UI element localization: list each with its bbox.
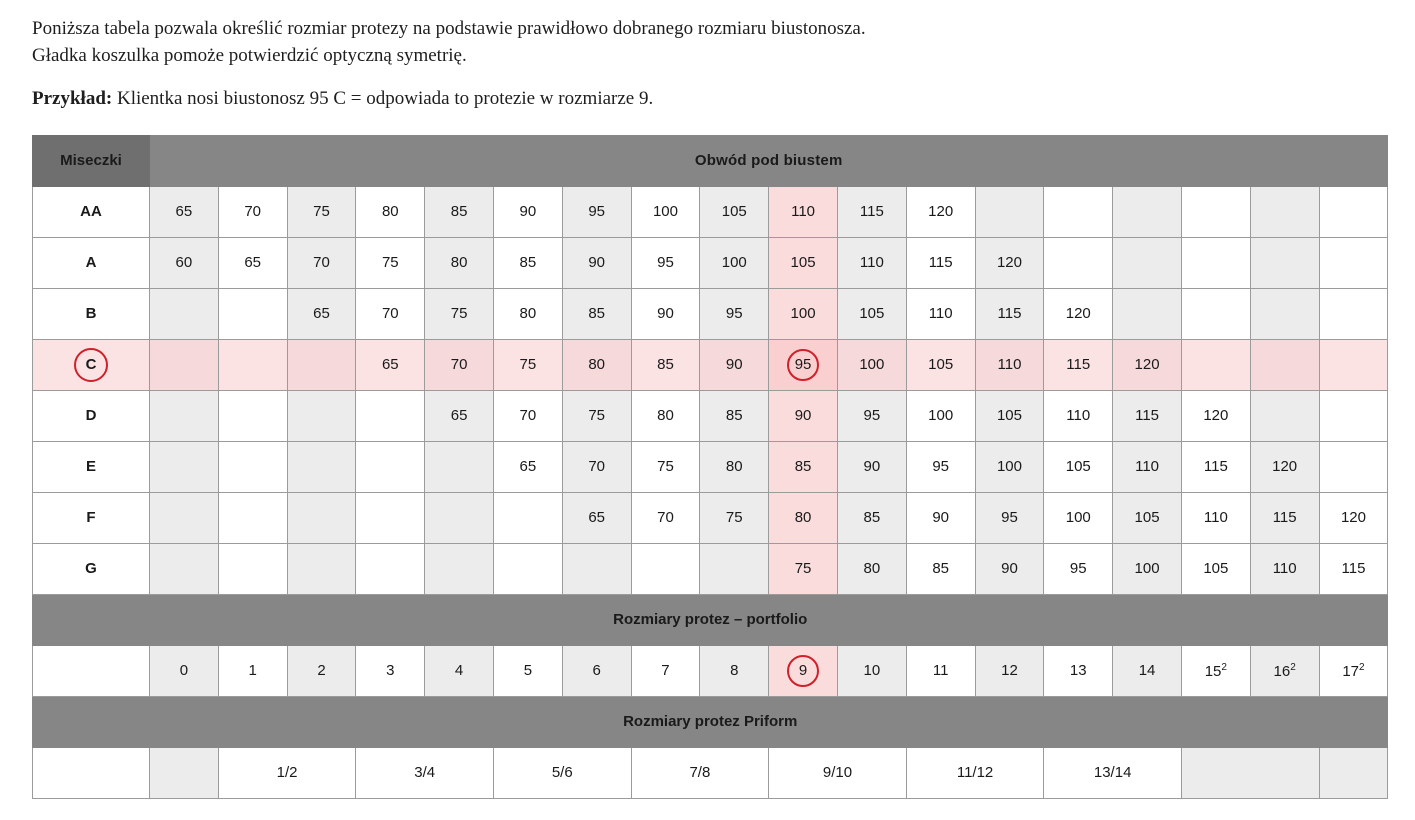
cup-label: B xyxy=(33,288,150,339)
size-cell: 100 xyxy=(975,441,1044,492)
portfolio-size-cell: 5 xyxy=(493,645,562,696)
size-cell: 115 xyxy=(837,186,906,237)
size-cell: 95 xyxy=(906,441,975,492)
size-cell: 100 xyxy=(769,288,838,339)
portfolio-size-cell: 11 xyxy=(906,645,975,696)
size-cell xyxy=(356,390,425,441)
size-cell: 85 xyxy=(769,441,838,492)
size-cell: 75 xyxy=(562,390,631,441)
portfolio-row-label xyxy=(33,645,150,696)
portfolio-size-cell: 3 xyxy=(356,645,425,696)
portfolio-size-cell: $15^2$ xyxy=(1181,645,1250,696)
priform-size-cell: 11/12 xyxy=(906,747,1044,798)
size-cell xyxy=(425,492,494,543)
size-cell xyxy=(218,492,287,543)
size-cell xyxy=(1044,186,1113,237)
size-cell: 120 xyxy=(906,186,975,237)
size-cell xyxy=(1319,186,1388,237)
size-cell: 65 xyxy=(150,186,219,237)
portfolio-size-cell: 0 xyxy=(150,645,219,696)
size-cell xyxy=(218,339,287,390)
size-cell xyxy=(1181,186,1250,237)
table-row xyxy=(33,288,1388,339)
size-cell: 95 xyxy=(700,288,769,339)
size-cell: 95 xyxy=(769,339,838,390)
size-cell xyxy=(287,492,356,543)
size-cell: 70 xyxy=(425,339,494,390)
priform-sizes-row xyxy=(33,747,1388,798)
portfolio-size-cell: 8 xyxy=(700,645,769,696)
size-cell: 80 xyxy=(769,492,838,543)
size-cell xyxy=(150,339,219,390)
size-cell: 65 xyxy=(218,237,287,288)
example-label: Przykład: xyxy=(32,87,113,109)
size-cell: 100 xyxy=(1113,543,1182,594)
section-priform-row xyxy=(33,696,1388,747)
header-band-cell: Obwód pod biustem xyxy=(150,135,1388,186)
example-paragraph xyxy=(32,86,1383,113)
size-cell: 115 xyxy=(906,237,975,288)
size-cell xyxy=(1319,288,1388,339)
size-cell xyxy=(1319,339,1388,390)
size-cell: 80 xyxy=(700,441,769,492)
size-cell: 75 xyxy=(287,186,356,237)
size-cell xyxy=(1250,390,1319,441)
size-cell xyxy=(150,543,219,594)
size-cell: 110 xyxy=(906,288,975,339)
size-cell: 80 xyxy=(425,237,494,288)
size-cell: 110 xyxy=(769,186,838,237)
size-cell xyxy=(700,543,769,594)
size-cell: 110 xyxy=(1250,543,1319,594)
size-cell xyxy=(1113,186,1182,237)
size-cell xyxy=(218,288,287,339)
cup-label: D xyxy=(33,390,150,441)
size-cell xyxy=(425,543,494,594)
cup-label: F xyxy=(33,492,150,543)
size-cell: 110 xyxy=(1113,441,1182,492)
size-cell: 115 xyxy=(1113,390,1182,441)
portfolio-size-cell: 13 xyxy=(1044,645,1113,696)
size-cell: 90 xyxy=(769,390,838,441)
size-cell: 115 xyxy=(1181,441,1250,492)
priform-row-label xyxy=(33,747,150,798)
size-cell: 105 xyxy=(1044,441,1113,492)
size-cell: 65 xyxy=(287,288,356,339)
size-cell: 70 xyxy=(287,237,356,288)
size-cell: 105 xyxy=(1113,492,1182,543)
size-cell: 65 xyxy=(562,492,631,543)
cup-label: G xyxy=(33,543,150,594)
size-cell xyxy=(287,339,356,390)
size-cell: 75 xyxy=(425,288,494,339)
size-cell xyxy=(287,390,356,441)
section-portfolio-row xyxy=(33,594,1388,645)
portfolio-size-cell: 2 xyxy=(287,645,356,696)
table-row xyxy=(33,339,1388,390)
size-cell: 75 xyxy=(700,492,769,543)
size-cell: 120 xyxy=(1250,441,1319,492)
size-cell xyxy=(356,492,425,543)
intro-line-2: Gładka koszulka pomoże potwierdzić optyczną symetrię. xyxy=(32,44,467,66)
size-cell: 70 xyxy=(356,288,425,339)
size-cell xyxy=(562,543,631,594)
size-cell: 80 xyxy=(631,390,700,441)
size-cell: 90 xyxy=(906,492,975,543)
size-cell: 115 xyxy=(975,288,1044,339)
size-cell: 70 xyxy=(493,390,562,441)
size-cell xyxy=(150,441,219,492)
size-cell xyxy=(287,441,356,492)
size-cell xyxy=(1113,237,1182,288)
intro-line-1: Poniższa tabela pozwala określić rozmiar protezy na podstawie prawidłowo dobranego rozmiaru biustonosza. xyxy=(32,18,866,39)
table-row xyxy=(33,441,1388,492)
size-cell xyxy=(1044,237,1113,288)
size-cell: 95 xyxy=(837,390,906,441)
size-cell: 95 xyxy=(631,237,700,288)
size-cell xyxy=(150,492,219,543)
size-cell: 100 xyxy=(700,237,769,288)
portfolio-size-cell: 10 xyxy=(837,645,906,696)
example-text: Klientka nosi biustonosz 95 C = odpowiada to protezie w rozmiarze 9. xyxy=(116,87,654,109)
size-cell xyxy=(218,441,287,492)
size-cell: 95 xyxy=(975,492,1044,543)
table-header-row xyxy=(33,135,1388,186)
size-cell xyxy=(631,543,700,594)
size-cell xyxy=(356,441,425,492)
size-cell: 60 xyxy=(150,237,219,288)
size-cell: 80 xyxy=(493,288,562,339)
size-cell: 90 xyxy=(837,441,906,492)
size-cell xyxy=(1319,441,1388,492)
size-cell: 90 xyxy=(493,186,562,237)
priform-size-cell: 7/8 xyxy=(631,747,769,798)
size-cell: 85 xyxy=(631,339,700,390)
size-cell: 100 xyxy=(906,390,975,441)
size-cell: 70 xyxy=(562,441,631,492)
portfolio-size-cell: 4 xyxy=(425,645,494,696)
priform-size-cell: 5/6 xyxy=(493,747,631,798)
size-cell xyxy=(1319,237,1388,288)
size-cell xyxy=(287,543,356,594)
size-cell: 85 xyxy=(837,492,906,543)
size-cell: 110 xyxy=(1044,390,1113,441)
size-cell xyxy=(425,441,494,492)
cup-label: C xyxy=(33,339,150,390)
size-cell: 115 xyxy=(1319,543,1388,594)
size-cell: 110 xyxy=(1181,492,1250,543)
size-cell: 65 xyxy=(425,390,494,441)
size-cell: 85 xyxy=(562,288,631,339)
size-cell: 95 xyxy=(562,186,631,237)
section-portfolio-label: Rozmiary protez – portfolio xyxy=(33,594,1388,645)
size-cell xyxy=(218,390,287,441)
size-cell: 70 xyxy=(631,492,700,543)
size-cell xyxy=(1181,237,1250,288)
size-cell: 120 xyxy=(1044,288,1113,339)
size-cell xyxy=(1181,288,1250,339)
size-cell: 120 xyxy=(1319,492,1388,543)
size-cell: 90 xyxy=(562,237,631,288)
size-cell: 120 xyxy=(1181,390,1250,441)
size-cell xyxy=(1250,186,1319,237)
size-cell: 90 xyxy=(975,543,1044,594)
size-cell xyxy=(1250,288,1319,339)
size-cell: 70 xyxy=(218,186,287,237)
size-cell: 110 xyxy=(975,339,1044,390)
size-cell xyxy=(1113,288,1182,339)
priform-size-cell: 1/2 xyxy=(218,747,356,798)
bra-to-prosthesis-size-table xyxy=(32,135,1388,799)
cup-label: AA xyxy=(33,186,150,237)
size-cell: 100 xyxy=(631,186,700,237)
size-cell xyxy=(150,288,219,339)
portfolio-size-cell: 1 xyxy=(218,645,287,696)
portfolio-sizes-row xyxy=(33,645,1388,696)
size-cell xyxy=(1181,339,1250,390)
portfolio-size-cell: $16^2$ xyxy=(1250,645,1319,696)
size-cell: 115 xyxy=(1250,492,1319,543)
size-cell xyxy=(1250,339,1319,390)
size-cell: 105 xyxy=(906,339,975,390)
portfolio-size-cell: 12 xyxy=(975,645,1044,696)
section-priform-label: Rozmiary protez Priform xyxy=(33,696,1388,747)
table-row xyxy=(33,543,1388,594)
size-cell: 100 xyxy=(1044,492,1113,543)
cup-label: A xyxy=(33,237,150,288)
size-cell xyxy=(218,543,287,594)
priform-size-cell: 13/14 xyxy=(1044,747,1182,798)
header-cup-cell: Miseczki xyxy=(33,135,150,186)
portfolio-size-cell: $17^2$ xyxy=(1319,645,1388,696)
priform-size-cell xyxy=(150,747,219,798)
size-cell: 75 xyxy=(493,339,562,390)
size-cell: 105 xyxy=(700,186,769,237)
portfolio-size-cell: 14 xyxy=(1113,645,1182,696)
size-cell: 80 xyxy=(356,186,425,237)
size-cell: 90 xyxy=(700,339,769,390)
cup-label: E xyxy=(33,441,150,492)
size-cell: 80 xyxy=(837,543,906,594)
table-row xyxy=(33,237,1388,288)
priform-size-cell: 9/10 xyxy=(769,747,907,798)
portfolio-size-cell: 6 xyxy=(562,645,631,696)
size-cell: 115 xyxy=(1044,339,1113,390)
size-cell xyxy=(1319,390,1388,441)
size-cell: 85 xyxy=(906,543,975,594)
size-cell: 95 xyxy=(1044,543,1113,594)
size-cell xyxy=(1250,237,1319,288)
priform-size-cell xyxy=(1181,747,1319,798)
table-row xyxy=(33,186,1388,237)
size-cell: 105 xyxy=(975,390,1044,441)
size-cell: 65 xyxy=(356,339,425,390)
size-cell xyxy=(493,543,562,594)
table-row xyxy=(33,390,1388,441)
priform-size-cell: 3/4 xyxy=(356,747,494,798)
intro-paragraph xyxy=(32,16,1383,70)
size-cell xyxy=(493,492,562,543)
size-cell: 85 xyxy=(493,237,562,288)
size-cell: 65 xyxy=(493,441,562,492)
priform-size-cell xyxy=(1319,747,1388,798)
size-cell xyxy=(150,390,219,441)
size-cell: 85 xyxy=(425,186,494,237)
size-cell: 100 xyxy=(837,339,906,390)
size-cell: 120 xyxy=(1113,339,1182,390)
table-row xyxy=(33,492,1388,543)
portfolio-size-cell: 9 xyxy=(769,645,838,696)
size-cell: 110 xyxy=(837,237,906,288)
size-cell: 75 xyxy=(769,543,838,594)
size-cell: 90 xyxy=(631,288,700,339)
size-cell xyxy=(975,186,1044,237)
size-cell: 75 xyxy=(356,237,425,288)
size-cell: 105 xyxy=(769,237,838,288)
size-cell: 75 xyxy=(631,441,700,492)
size-cell: 105 xyxy=(1181,543,1250,594)
size-cell: 80 xyxy=(562,339,631,390)
size-cell: 85 xyxy=(700,390,769,441)
size-cell: 120 xyxy=(975,237,1044,288)
size-cell: 105 xyxy=(837,288,906,339)
portfolio-size-cell: 7 xyxy=(631,645,700,696)
size-cell xyxy=(356,543,425,594)
